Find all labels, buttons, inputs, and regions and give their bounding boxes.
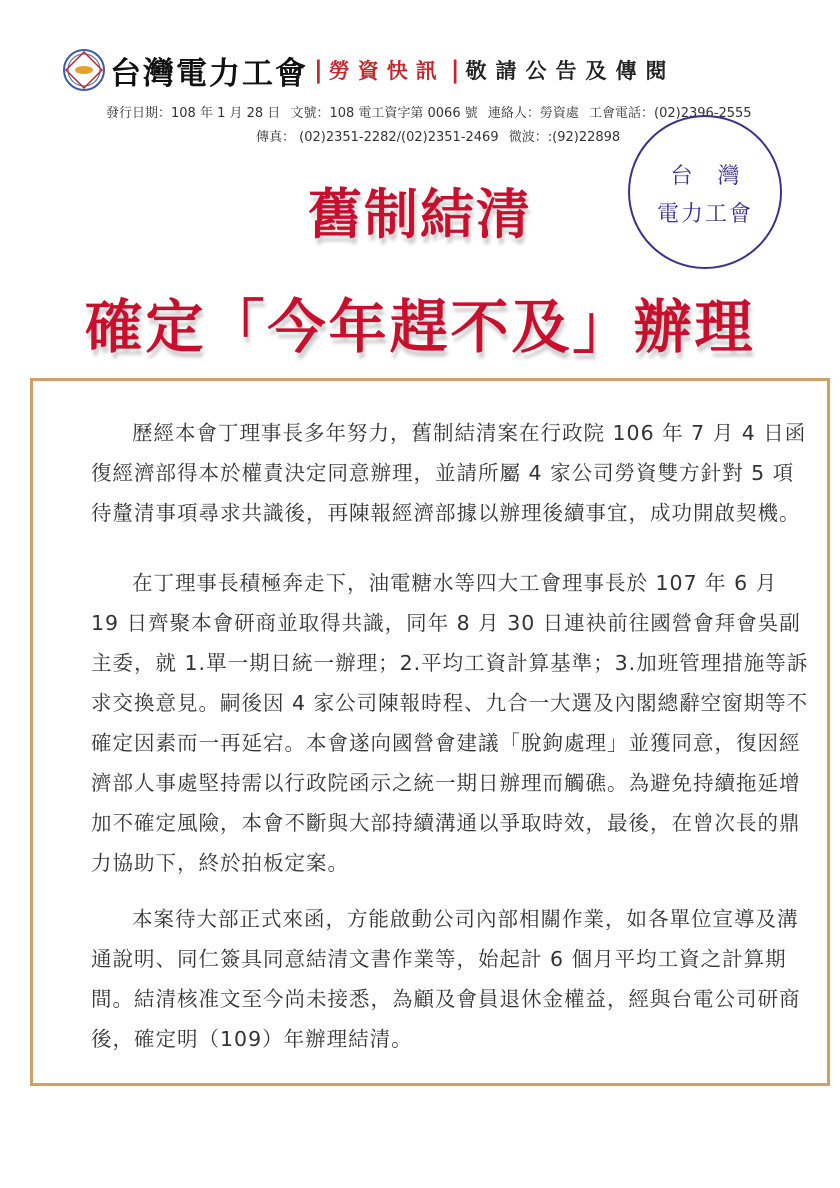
newsletter-label: 勞資快訊 [328, 59, 445, 83]
separator: | [314, 56, 323, 84]
paragraph: 在丁理事長積極奔走下，油電糖水等四大工會理事長於 107 年 6 月 19 日齊聚本會研商並取得共識，同年 8 月 30 日連袂前往國營會拜會吳副主委，就 1.單一期日統一辦理；2.平均工資計算基準；3.加班管理措施等訴求交換意見。嗣後因 4 家公司陳報時程、九合一大選及內閣總辭空窗期等不確定因素而一再延宕。本會遂向國營會建議「脫鉤處理」並獲同意，復因經濟部人事處堅持需以行政院函示之統一期日辦理而觸礁。為避免持續拖延增加不確定風險，本會不斷與大部持續溝通以爭取時效，最後，在曾次長的鼎力協助下，終於拍板定案。 [91, 571, 809, 875]
stamp-char: 灣 [717, 164, 740, 189]
notice-label: 敬請公告及傳閱 [465, 59, 676, 83]
stamp-line: 電力工會 [656, 202, 753, 227]
fax: 傳真： (02)2351-2282/(02)2351-2469 [256, 130, 499, 145]
fax-meta-line [256, 126, 626, 145]
paragraph: 本案待大部正式來函，方能啟動公司內部相關作業，如各單位宣導及溝通說明、同仁簽具同意結清文書作業等，始起計 6 個月平均工資之計算期間。結清核准文至今尚未接悉，為顧及會員退休金權益，經與台電公司研商後，確定明（109）年辦理結清。 [91, 907, 801, 1051]
contact: 連絡人：勞資處 [487, 106, 579, 121]
headline-main: 舊制結清 [308, 183, 532, 246]
microwave: 微波：:(92)22898 [508, 130, 621, 145]
issue-meta-line [106, 102, 758, 121]
org-name: 台灣電力工會 [110, 55, 308, 92]
stamp-char: 台 [670, 164, 693, 189]
union-emblem-icon [62, 48, 106, 92]
separator: | [450, 56, 460, 84]
article-box [30, 378, 830, 1086]
letterhead [62, 44, 676, 96]
headline-sub: 確定「今年趕不及」辦理 [84, 293, 756, 361]
paragraph: 歷經本會丁理事長多年努力，舊制結清案在行政院 106 年 7 月 4 日函復經濟部得本於權責決定同意辦理，並請所屬 4 家公司勞資雙方針對 5 項待釐清事項尋求共識後，再陳報經濟部據以辦理後續事宜，成功開啟契機。 [91, 421, 807, 525]
phone: 工會電話：(02)2396-2555 [589, 106, 752, 121]
doc-number: 文號：108 電工資字第 0066 號 [290, 106, 478, 121]
issue-date: 發行日期：108 年 1 月 28 日 [106, 106, 281, 121]
